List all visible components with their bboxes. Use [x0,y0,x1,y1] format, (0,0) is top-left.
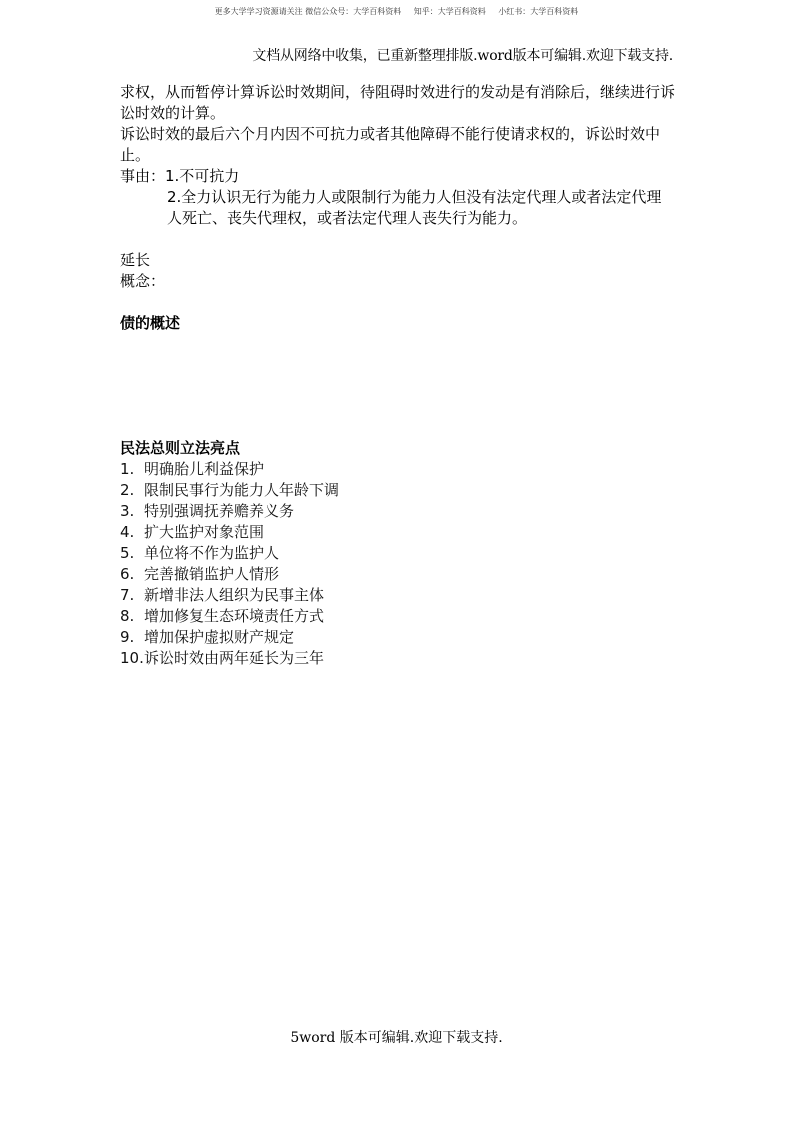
list-item-number: 4. [120,523,135,541]
list-item-text: 限制民事行为能力人年龄下调 [144,481,340,499]
banner-xiaohongshu-text: 小红书：大学百科资料 [498,7,579,16]
list-item-number: 8. [120,607,135,625]
top-banner [0,6,793,17]
document-header: 文档从网络中收集，已重新整理排版.word版本可编辑.欢迎下载支持. [252,48,673,64]
list-item-text: 特别强调抚养赡养义务 [144,502,295,520]
list-item-text: 明确胎儿利益保护 [144,460,265,478]
section-obligations [120,313,675,334]
list-item [120,627,675,648]
section-title-obligations: 债的概述 [120,314,181,332]
list-item [120,648,675,669]
list-item [120,480,675,501]
list-item-text: 诉讼时效由两年延长为三年 [144,649,325,667]
reason-line: 事由：1.不可抗力 [120,167,240,185]
paragraph-suspension-calc: 求权，从而暂停计算诉讼时效期间，待阻碍时效进行的发动是有消除后，继续进行诉讼时效的计算。 [120,83,676,122]
concept-label: 概念： [120,272,166,290]
list-item [120,543,675,564]
list-item-number: 9. [120,628,135,646]
list-item-number: 5. [120,544,135,562]
list-item-text: 扩大监护对象范围 [144,523,265,541]
list-item-number: 6. [120,565,135,583]
list-item [120,522,675,543]
list-item-text: 单位将不作为监护人 [144,544,280,562]
banner-zhihu-text: 知乎：大学百科资料 [413,7,486,16]
list-item [120,459,675,480]
paragraph-suspension-definition: 诉讼时效的最后六个月内因不可抗力或者其他障碍不能行使请求权的，诉讼时效中止。 [120,125,661,164]
list-item-number: 1. [120,460,135,478]
page-footer: 5word 版本可编辑.欢迎下载支持. [290,1030,503,1046]
banner-wechat-text: 更多大学学习资源请关注 微信公众号：大学百科资料 [214,7,402,16]
list-item-text: 增加修复生态环境责任方式 [144,607,325,625]
highlights-list [120,459,675,669]
list-item-number: 2. [120,481,135,499]
list-item [120,585,675,606]
list-item-number: 3. [120,502,135,520]
section-civil-code-highlights [120,438,675,669]
reason-item-2: 2.全力认识无行为能力人或限制行为能力人但没有法定代理人或者法定代理人死亡、丧失代理权，或者法定代理人丧失行为能力。 [167,188,662,227]
list-item-number: 7. [120,586,135,604]
list-item-number: 10. [120,649,144,667]
list-item-text: 完善撤销监护人情形 [144,565,280,583]
list-item-text: 新增非法人组织为民事主体 [144,586,325,604]
list-item [120,564,675,585]
spacer [120,229,675,250]
list-item [120,606,675,627]
list-item [120,501,675,522]
section-title-highlights: 民法总则立法亮点 [120,439,241,457]
list-item-text: 增加保护虚拟财产规定 [144,628,295,646]
extension-label: 延长 [120,251,151,269]
document-body [120,82,675,669]
